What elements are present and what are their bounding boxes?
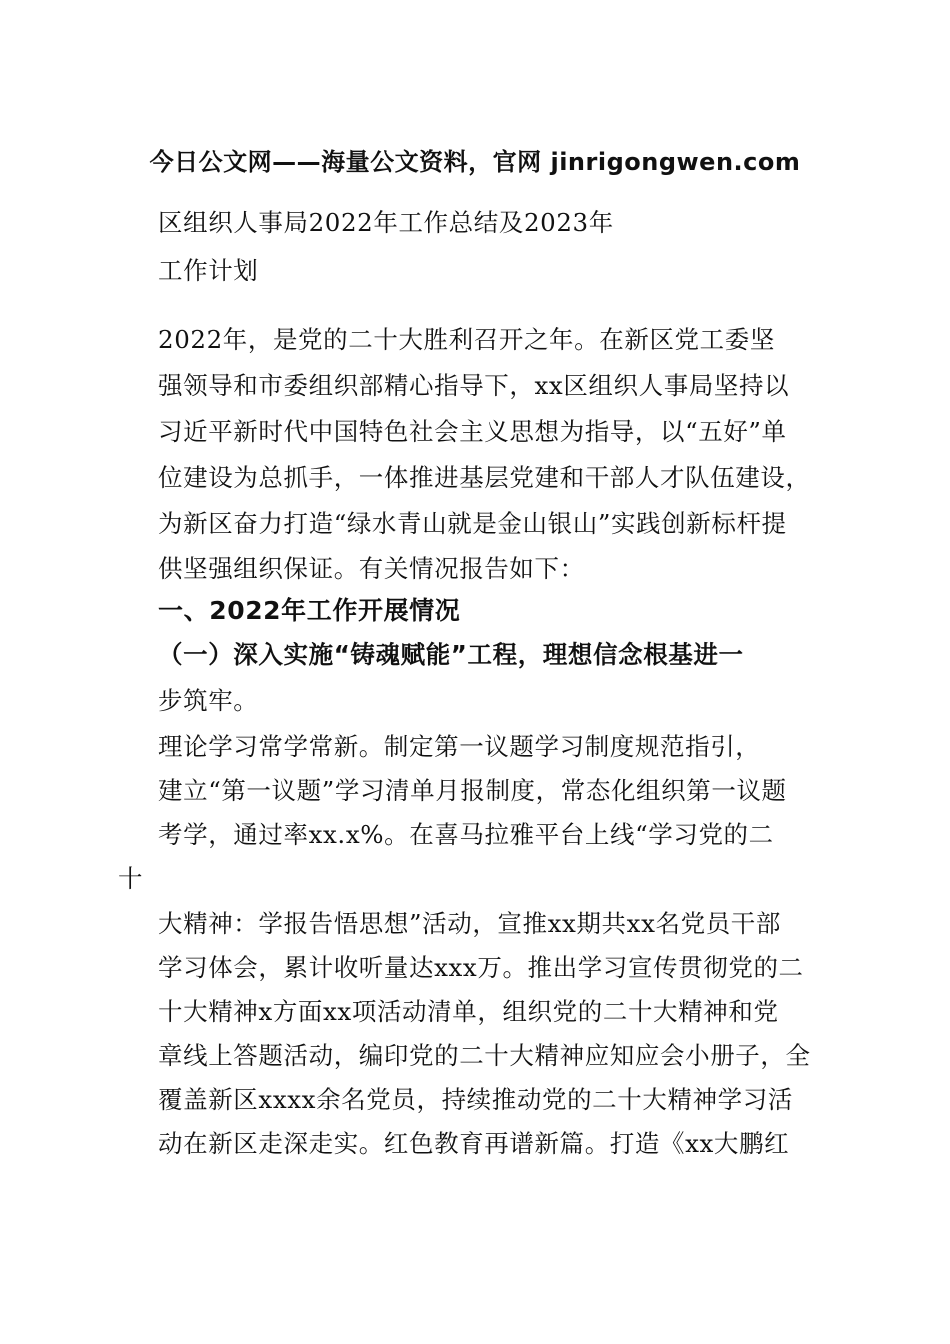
document-title-line-1: 区组织人事局2022年工作总结及2023年 <box>158 208 614 237</box>
body-line: 学习体会，累计收听量达xxx万。推出学习宣传贯彻党的二 <box>158 953 804 982</box>
body-line: 覆盖新区xxxx余名党员，持续推动党的二十大精神学习活 <box>158 1085 793 1114</box>
intro-line: 位建设为总抓手，一体推进基层党建和干部人才队伍建设， <box>158 463 811 492</box>
intro-line: 习近平新时代中国特色社会主义思想为指导，以“五好”单 <box>158 417 787 446</box>
body-line: 考学，通过率xx.x%。在喜马拉雅平台上线“学习党的二 <box>158 820 774 849</box>
intro-line: 为新区奋力打造“绿水青山就是金山银山”实践创新标杆提 <box>158 509 787 538</box>
subsection-heading-line-2: 步筑牢。 <box>158 686 259 715</box>
body-line: 十 <box>118 864 144 893</box>
intro-line: 供坚强组织保证。有关情况报告如下： <box>158 554 585 583</box>
body-line: 十大精神x方面xx项活动清单，组织党的二十大精神和党 <box>158 997 779 1026</box>
document-title-line-2: 工作计划 <box>158 256 259 285</box>
intro-line: 2022年，是党的二十大胜利召开之年。在新区党工委坚 <box>158 325 775 354</box>
subsection-heading-line-1: （一）深入实施“铸魂赋能”工程，理想信念根基进一 <box>158 640 744 669</box>
intro-line: 强领导和市委组织部精心指导下，xx区组织人事局坚持以 <box>158 371 790 400</box>
section-heading: 一、2022年工作开展情况 <box>158 596 461 625</box>
body-line: 动在新区走深走实。红色教育再谱新篇。打造《xx大鹏红 <box>158 1129 790 1158</box>
body-line: 建立“第一议题”学习清单月报制度，常态化组织第一议题 <box>158 776 787 805</box>
site-banner: 今日公文网——海量公文资料，官网 jinrigongwen.com <box>149 148 801 176</box>
body-line: 大精神：学报告悟思想”活动，宣推xx期共xx名党员干部 <box>158 909 781 938</box>
body-line: 章线上答题活动，编印党的二十大精神应知应会小册子，全 <box>158 1041 811 1070</box>
body-line: 理论学习常学常新。制定第一议题学习制度规范指引， <box>158 732 761 761</box>
